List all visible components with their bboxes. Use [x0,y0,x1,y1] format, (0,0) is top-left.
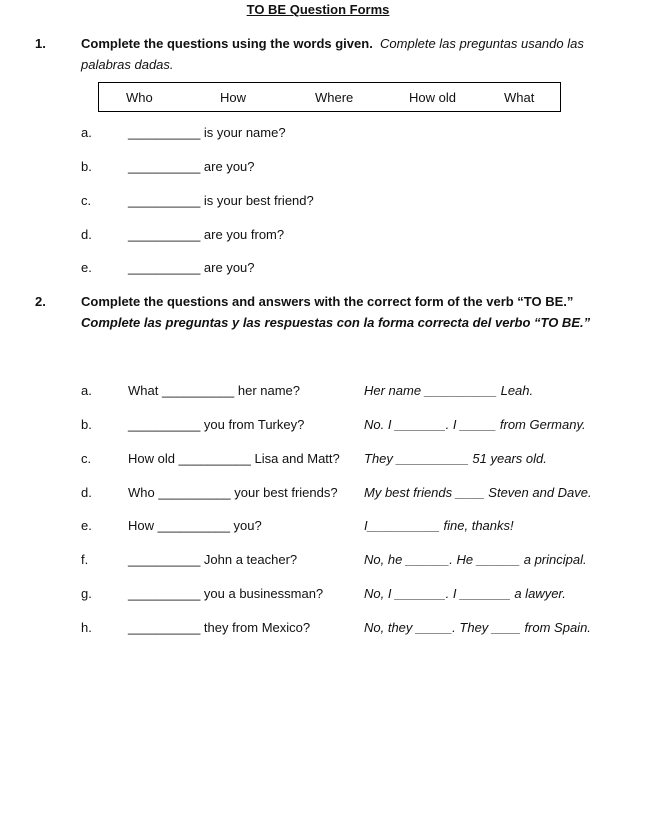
section-1-instruction-es: Complete las preguntas usando las [380,36,584,51]
s1-item-letter: c. [81,193,92,208]
s2-item-question: __________ you a businessman? [128,586,324,601]
s2-item-question: __________ you from Turkey? [128,417,305,432]
s2-item-letter: c. [81,451,92,466]
s2-item-letter: b. [81,417,92,432]
section-2-instruction-es: Complete las preguntas y las respuestas con la forma correcta del verbo “TO BE.” [81,315,591,330]
s1-item-letter: e. [81,260,92,275]
word-bank-item: Who [126,90,153,105]
section-1-instruction-es-cont: palabras dadas. [81,57,174,72]
section-1-instruction-en: Complete the questions using the words given. [81,36,373,51]
s2-item-question: __________ John a teacher? [128,552,298,567]
s2-item-question: How old __________ Lisa and Matt? [128,451,340,466]
s1-item-letter: b. [81,159,92,174]
s1-item-question: __________ is your best friend? [128,193,314,208]
word-bank-item: Where [315,90,354,105]
s2-item-answer: No. I _______. I _____ from Germany. [364,417,586,432]
s2-item-question: How __________ you? [128,518,262,533]
s1-item-question: __________ are you from? [128,227,285,242]
s2-item-answer: No, I _______. I _______ a lawyer. [364,586,566,601]
s2-item-question: What __________ her name? [128,383,301,398]
s1-item-letter: d. [81,227,92,242]
section-2-number: 2. [35,294,46,309]
s2-item-letter: h. [81,620,92,635]
page-title: TO BE Question Forms [246,2,390,17]
s2-item-answer: Her name __________ Leah. [364,383,534,398]
s2-item-answer: I__________ fine, thanks! [364,518,514,533]
s2-item-letter: a. [81,383,92,398]
s2-item-answer: No, he ______. He ______ a principal. [364,552,587,567]
s1-item-question: __________ is your name? [128,125,286,140]
s2-item-question: __________ they from Mexico? [128,620,311,635]
s2-item-answer: My best friends ____ Steven and Dave. [364,485,592,500]
s2-item-letter: d. [81,485,92,500]
s2-item-letter: f. [81,552,89,567]
section-1-instruction [81,36,584,51]
s2-item-answer: No, they _____. They ____ from Spain. [364,620,591,635]
s2-item-letter: e. [81,518,92,533]
word-bank [98,82,561,112]
section-2-instruction: Complete the questions and answers with the correct form of the verb “TO BE.” [81,294,574,309]
word-bank-item: How old [409,90,456,105]
s2-item-letter: g. [81,586,92,601]
word-bank-item: How [220,90,247,105]
section-1-number: 1. [35,36,46,51]
s1-item-question: __________ are you? [128,159,255,174]
word-bank-item: What [504,90,535,105]
s1-item-question: __________ are you? [128,260,255,275]
s1-item-letter: a. [81,125,92,140]
s2-item-answer: They __________ 51 years old. [364,451,547,466]
s2-item-question: Who __________ your best friends? [128,485,338,500]
